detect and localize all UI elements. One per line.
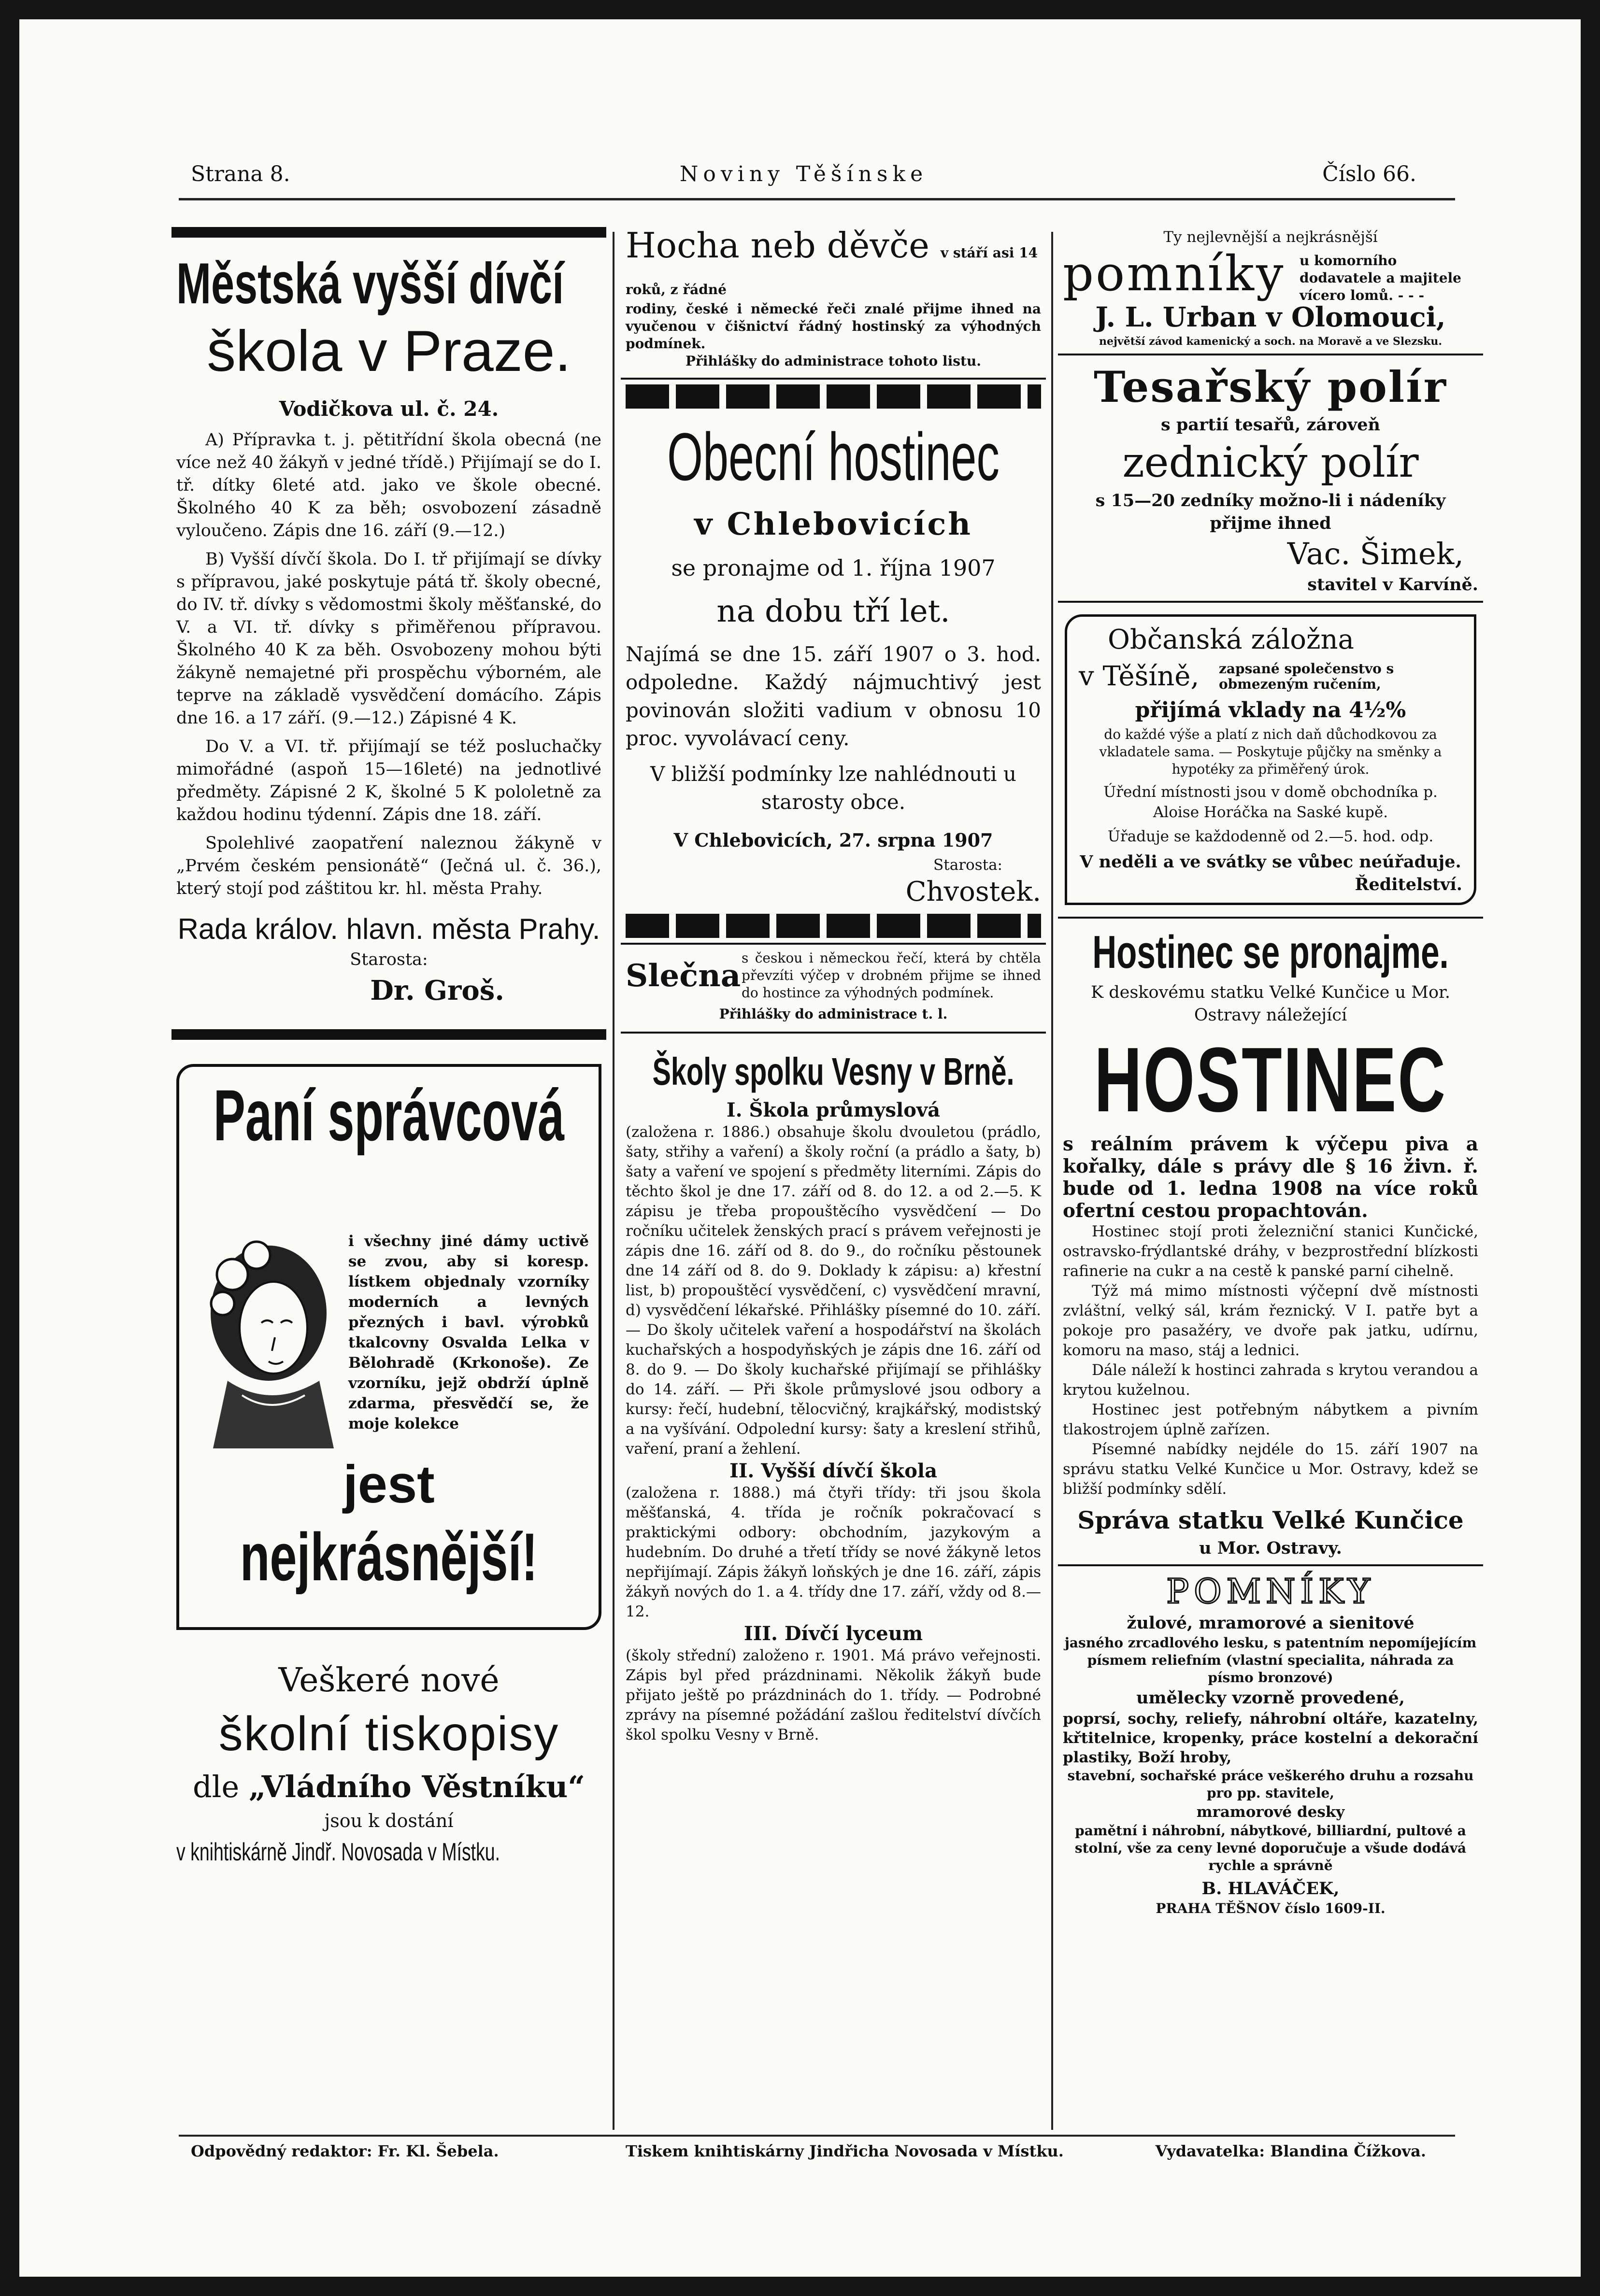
- stone-title: POMNÍKY: [1166, 1572, 1375, 1611]
- urban-firm: J. L. Urban v Olomouci,: [1095, 301, 1446, 333]
- hlavacek-ad: [1058, 1566, 1483, 1922]
- stone-t2: umělecky vzorně provedené,: [1136, 1688, 1405, 1708]
- boy-apply: Přihlášky do administrace tohoto listu.: [685, 353, 982, 369]
- forms-line-3: [176, 1765, 601, 1809]
- stone-sub: žulové, mramorové a sienitové: [1127, 1613, 1414, 1633]
- column-rule-2: [1051, 232, 1053, 2130]
- footer-printer: Tiskem knihtiskárny Jindřicha Novosada v Místku.: [626, 2142, 1064, 2160]
- issue-number: Číslo 66.: [1322, 162, 1416, 186]
- forms-line-2: školní tiskopisy: [218, 1707, 559, 1761]
- vesna-s1-title: I. Škola průmyslová: [726, 1099, 941, 1121]
- footer-editor: Odpovědný redaktor: Fr. Kl. Šebela.: [191, 2142, 499, 2160]
- inn-text-1: Najímá se dne 15. září 1907 o 3. hod. odpoledne. Každý nájmuchtivý jest povinován složiti vadium v obnosu 10 proc. vyvolávací ceny.: [626, 642, 1041, 750]
- forms-line-1: Veškeré nové: [278, 1661, 500, 1700]
- boy-text: rodiny, české i německé řeči znalé přijme ihned na vyučenou v čišnictví řádný hostinský za výhodných podmínek.: [626, 301, 1041, 352]
- polir-name: Vac. Šimek,: [1287, 536, 1464, 571]
- rule: [1058, 601, 1483, 603]
- column-rule-1: [613, 232, 614, 2130]
- vesna-s1-text: (založena r. 1886.) obsahuje školu dvouletou (prádlo, šaty, střihy a vaření) a školy roční (a prádlo a šaty, b) šaty a vaření ve spojení s předměty literními. Zápis do těchto škol je dne 17. září od 8. do 12. a od 2.—5. K zápisu je třeba propouštěcího vysvědčení — Do ročníku učitelek ženských prací s právem veřejnosti je zápis dne 16. září od 8. do 9., do ročníku pěstounek dne 14 září od 8. do 9. Doklady k zápisu: a) křestní list, b) propouštěcí vysvědčení, c) vysvědčení mravní, d) vysvědčení lékařské. Přihlášky písemné do 10. září. — Do školy učitelek vaření a hospodářství na školách kuchařských a hospodyňských je zápis dne 16. září od 8. do 9. — Do školy kuchařské přijímají se přihlášky do 14. září. — Při škole průmyslové jsou odbory a kursy: řečí, hudební, tělocvičný, krajkářský, modistský a na vyšívání. Odpolední kursy: šaty a kreslení střihů, vaření, praní a žehlení.: [626, 1123, 1041, 1458]
- polir-title: Tesařský polír: [1093, 362, 1448, 412]
- top-rule: [171, 227, 606, 238]
- boy-apprentice-ad: [621, 227, 1046, 370]
- school-prague-ad: [171, 238, 606, 1010]
- polir-ad: [1058, 355, 1483, 601]
- miss-apply: Přihlášky do administrace t. l.: [719, 1006, 948, 1022]
- school-mayor: Dr. Groš.: [370, 975, 504, 1006]
- school-mayor-label: Starosta:: [350, 950, 428, 969]
- inn-date: V Chlebovicích, 27. srpna 1907: [673, 829, 993, 851]
- stone-name: B. HLAVÁČEK,: [1201, 1879, 1340, 1899]
- forms-line-3a: dle: [192, 1769, 240, 1804]
- bank-deposit: přijímá vklady na 4½%: [1135, 698, 1406, 723]
- lelek-big-jest: jest: [343, 1455, 435, 1514]
- bank-side: zapsané společenstvo s obmezeným ručením,: [1219, 661, 1394, 692]
- polir-line-3: přijme ihned: [1210, 513, 1331, 533]
- inn-rent-ad: [1058, 919, 1483, 1564]
- school-section-a: A) Přípravka t. j. pětitřídní škola obecná (ne více než 40 žákyň v jedné třídě.) Přijímají se do I. tř. dítky 6leté atd. jako ve škole obecné. Školného 40 K za běh; osvobození zásadně vyloučeno. Zápis dne 16. září (9.—12.): [176, 430, 601, 540]
- lelek-text: i všechny jiné dámy uctivě se zvou, aby si koresp. lístkem objednaly vzorníky moderních a levných přezných i bavl. výrobků tkalcovny Osvalda Lelka v Bělohradě (Krkonoše). Ze vzorníku, jejž obdrží úplně zdarma, přesvědčí se, že moje kolekce: [348, 1233, 589, 1432]
- rent-intro: K deskovému statku Velké Kunčice u Mor. Ostravy náležející: [1090, 983, 1451, 1025]
- boy-heading: Hocha neb děvče: [626, 227, 929, 266]
- urban-heading: pomníky: [1063, 245, 1286, 302]
- miss-heading: Slečna: [626, 958, 741, 994]
- school-forms-ad: [171, 1659, 606, 1871]
- rent-sign-2: u Mor. Ostravy.: [1199, 1538, 1342, 1558]
- urban-sub: největší závod kamenický a soch. na Moravě a ve Slezsku.: [1099, 335, 1443, 348]
- rent-text-5: Hostinec jest potřebným nábytkem a pivním tlakostrojem úplně zařízen.: [1063, 1401, 1478, 1438]
- forms-line-5: v knihtiskárně Jindř. Novosada v Místku.: [176, 1838, 500, 1866]
- polir-place: stavitel v Karvíně.: [1307, 575, 1478, 595]
- boy-age: v stáří asi 14 roků, z řádné: [626, 245, 1038, 298]
- urban-monuments-ad: [1058, 227, 1483, 349]
- rule: [621, 378, 1046, 380]
- portrait-engraving-icon: [189, 1221, 343, 1453]
- school-section-c: Do V. a VI. tř. přijímají se též posluchačky mimořádné (aspoň 15—16leté) na jednotlivé předměty. Zápisné 2 K, školné 5 K pololetně za každou hodinu týdenní. Zápis dne 18. září.: [176, 737, 601, 824]
- vesna-s2-title: II. Vyšší dívčí škola: [729, 1460, 937, 1482]
- school-section-b: B) Vyšší dívčí škola. Do I. tř přijímají se dívky s přípravou, jaké poskytuje pátá tř. školy obecné, do IV. tř. dívky s vědomostmi školy měšťanské, do V. a VI. tř. dívky s přiměřenou přípravou. Školného 40 K za běh. Osvobozeny mohou býti žákyně nemajetné při prospěchu výborném, ale teprve na základě vysvědčení domácího. Zápis dne 16. a 17 září. (9.—12.) Zápisné 4 K.: [176, 550, 601, 728]
- inn-mayor-label: Starosta:: [933, 856, 1002, 874]
- savings-bank-ad: [1065, 614, 1476, 905]
- header-rule: [179, 198, 1455, 200]
- rent-text-6: Písemné nabídky nejdéle do 15. září 1907 na správu statku Velké Kunčice u Mor. Ostravy, kdež se bližší podmínky sdělí.: [1063, 1441, 1478, 1498]
- bank-tax: do každé výše a platí z nich daň důchodkovou za vkladatele sama. — Poskytuje půjčky na směnky a hypotéky za přiměřený úrok.: [1099, 726, 1442, 777]
- woman-portrait: [189, 1221, 343, 1453]
- school-council: Rada králov. hlavn. města Prahy.: [177, 913, 600, 945]
- rent-sign-1: Správa statku Velké Kunčice: [1077, 1506, 1464, 1534]
- footer-rule: [179, 2135, 1455, 2137]
- stone-t3: poprsí, sochy, reliefy, náhrobní oltáře, kazatelny, křtitelnice, kropenky, práce kostelní a dekorační plastiky, Boží hroby,: [1063, 1710, 1478, 1766]
- vesna-s3-text: (školy střední) založeno r. 1901. Má právo veřejnosti. Zápis byl před prázdninami. Několik žákyň bude přijato ještě po prázdninách do 1. třídy. — Podrobné zprávy na písemné požádání zašlou ředitelství dívčích škol spolku Vesny v Brně.: [626, 1647, 1041, 1743]
- rent-text-4: Dále náleží k hostinci zahrada s krytou verandou a krytou kuželnou.: [1063, 1361, 1478, 1399]
- miss-ad: [621, 945, 1046, 1028]
- rent-text-3: Týž má mimo místnosti výčepní dvě místnosti zvláštní, velký sál, krám řeznický. V I. patře byt a pokoje pro pasažéry, ve dvoře pak jatku, udírnu, komoru na maso, stáj a lednici.: [1063, 1282, 1478, 1359]
- page-footer: [191, 2142, 1426, 2166]
- bank-closed: V neděli a ve svátky se vůbec neúřaduje.: [1080, 852, 1461, 872]
- polir-line-1: s partií tesařů, zároveň: [1161, 415, 1380, 435]
- inn-text-2: V bližší podmínky lze nahlédnouti u starosty obce.: [650, 762, 1016, 814]
- vesna-schools-ad: [621, 1034, 1046, 1745]
- column-left: [171, 227, 606, 2130]
- urban-top: Ty nejlevnější a nejkrásnější: [1163, 228, 1378, 246]
- section-rule: [171, 1029, 606, 1040]
- bank-hours: Úřaduje se každodenně od 2.—5. hod. odp.: [1107, 828, 1434, 845]
- rent-big: HOSTINEC: [1094, 1029, 1447, 1131]
- newspaper-title: Noviny Těšínske: [679, 162, 928, 186]
- boy-heading-line: [626, 227, 1041, 300]
- urban-side: u komorního dodavatele a majitele vícero lomů. - - -: [1300, 253, 1461, 303]
- school-address: Vodičkova ul. č. 24.: [279, 397, 499, 421]
- lelek-heading: Paní správcová: [213, 1075, 565, 1156]
- footer-publisher: Vydavatelka: Blandina Čížkova.: [1155, 2142, 1426, 2160]
- bank-sign: Ředitelství.: [1355, 875, 1462, 894]
- school-title-2: škola v Praze.: [207, 319, 571, 383]
- newspaper-page: [19, 19, 1581, 2277]
- bank-title-2: v Těšíně,: [1079, 661, 1200, 692]
- inn-lease: se pronajme od 1. října 1907: [671, 555, 996, 581]
- decor-bar-bottom: [626, 914, 1041, 938]
- polir-line-2: s 15—20 zedníky možno-li i nádeníky: [1095, 491, 1446, 510]
- stone-t6: pamětní i náhrobní, nábytkové, billiardní, pultové a stolní, vše za ceny levné doporučuje a všude dodává rychle a správně: [1074, 1823, 1467, 1873]
- urban-heading-row: [1063, 245, 1478, 303]
- forms-line-4: jsou k dostání: [324, 1810, 454, 1831]
- lelek-ad: [176, 1064, 601, 1630]
- bank-office: Úřední místnosti jsou v domě obchodníka p. Aloise Horáčka na Saské kupě.: [1103, 783, 1438, 821]
- miss-text: s českou i německou řečí, která by chtěla převzíti výčep v drobném přijme se ihned do hostince za výhodných podmínek.: [742, 950, 1041, 1001]
- column-middle: [621, 227, 1046, 2130]
- rent-title: Hostinec se pronajme.: [1092, 926, 1449, 978]
- school-title-1: Městská vyšší dívčí: [176, 251, 564, 316]
- vesna-title: Školy spolku Vesny v Brně.: [652, 1050, 1014, 1093]
- inn-chlebovice-ad: [621, 384, 1046, 938]
- inn-period: na dobu tří let.: [716, 594, 950, 629]
- page-header: [191, 162, 1416, 191]
- inn-mayor: Chvostek.: [905, 876, 1041, 907]
- polir-title-2: zednický polír: [1122, 439, 1419, 487]
- inn-title: Obecní hostinec: [667, 419, 1000, 495]
- rent-text-1: s reálním právem k výčepu piva a kořalky, dále s právy dle § 16 živn. ř. bude od 1. ledna 1908 na více roků ofertní cestou propachtován.: [1063, 1133, 1478, 1222]
- school-section-d: Spolehlivé zaopatření naleznou žákyně v „Prvém českém pensionátě“ (Ječná ul. č. 36.), který stojí pod záštitou kr. hl. města Prahy.: [176, 834, 601, 898]
- forms-line-3b: „Vládního Věstníku“: [248, 1769, 586, 1804]
- vesna-s2-text: (založena r. 1888.) má čtyři třídy: tři jsou škola měšťanská, 4. třída je ročník pokračovací s praktickými odbory: obchodním, jazykovým a hudebním. Do druhé a třetí třídy se nové žákyně letos nepřijímají. Zápis žákyň loňských je dne 16. září, zápis žákyň nových do 1. a 4. třídy dne 17. září, vždy od 8.—12.: [626, 1484, 1041, 1620]
- inn-place: v Chlebovicích: [694, 506, 972, 542]
- vesna-s3-title: III. Dívčí lyceum: [743, 1622, 923, 1645]
- stone-t5: mramorové desky: [1196, 1803, 1345, 1821]
- bank-title-row: [1079, 658, 1462, 695]
- lelek-big-nejkrasnejsi: nejkrásnější!: [240, 1519, 538, 1595]
- stone-t1: jasného zrcadlového lesku, s patentním nepomíjejícím písmem reliefním (vlastní specialita, náhrada za písmo bronzové): [1064, 1635, 1477, 1686]
- column-right: [1058, 227, 1483, 2130]
- bank-title-1: Občanská záložna: [1108, 624, 1354, 655]
- stone-addr: PRAHA TĚŠNOV číslo 1609-II.: [1156, 1900, 1386, 1916]
- decor-bar-top: [626, 384, 1041, 409]
- stone-t4: stavební, sochařské práce veškerého druhu a rozsahu pro pp. stavitele,: [1067, 1768, 1474, 1801]
- rent-text-2: Hostinec stojí proti železniční stanici Kunčické, ostravsko-frýdlantské dráhy, v bezprostřední blízkosti rafinerie na cukr a na cestě k panské parní cihelně.: [1063, 1223, 1478, 1280]
- page-number: Strana 8.: [191, 162, 290, 186]
